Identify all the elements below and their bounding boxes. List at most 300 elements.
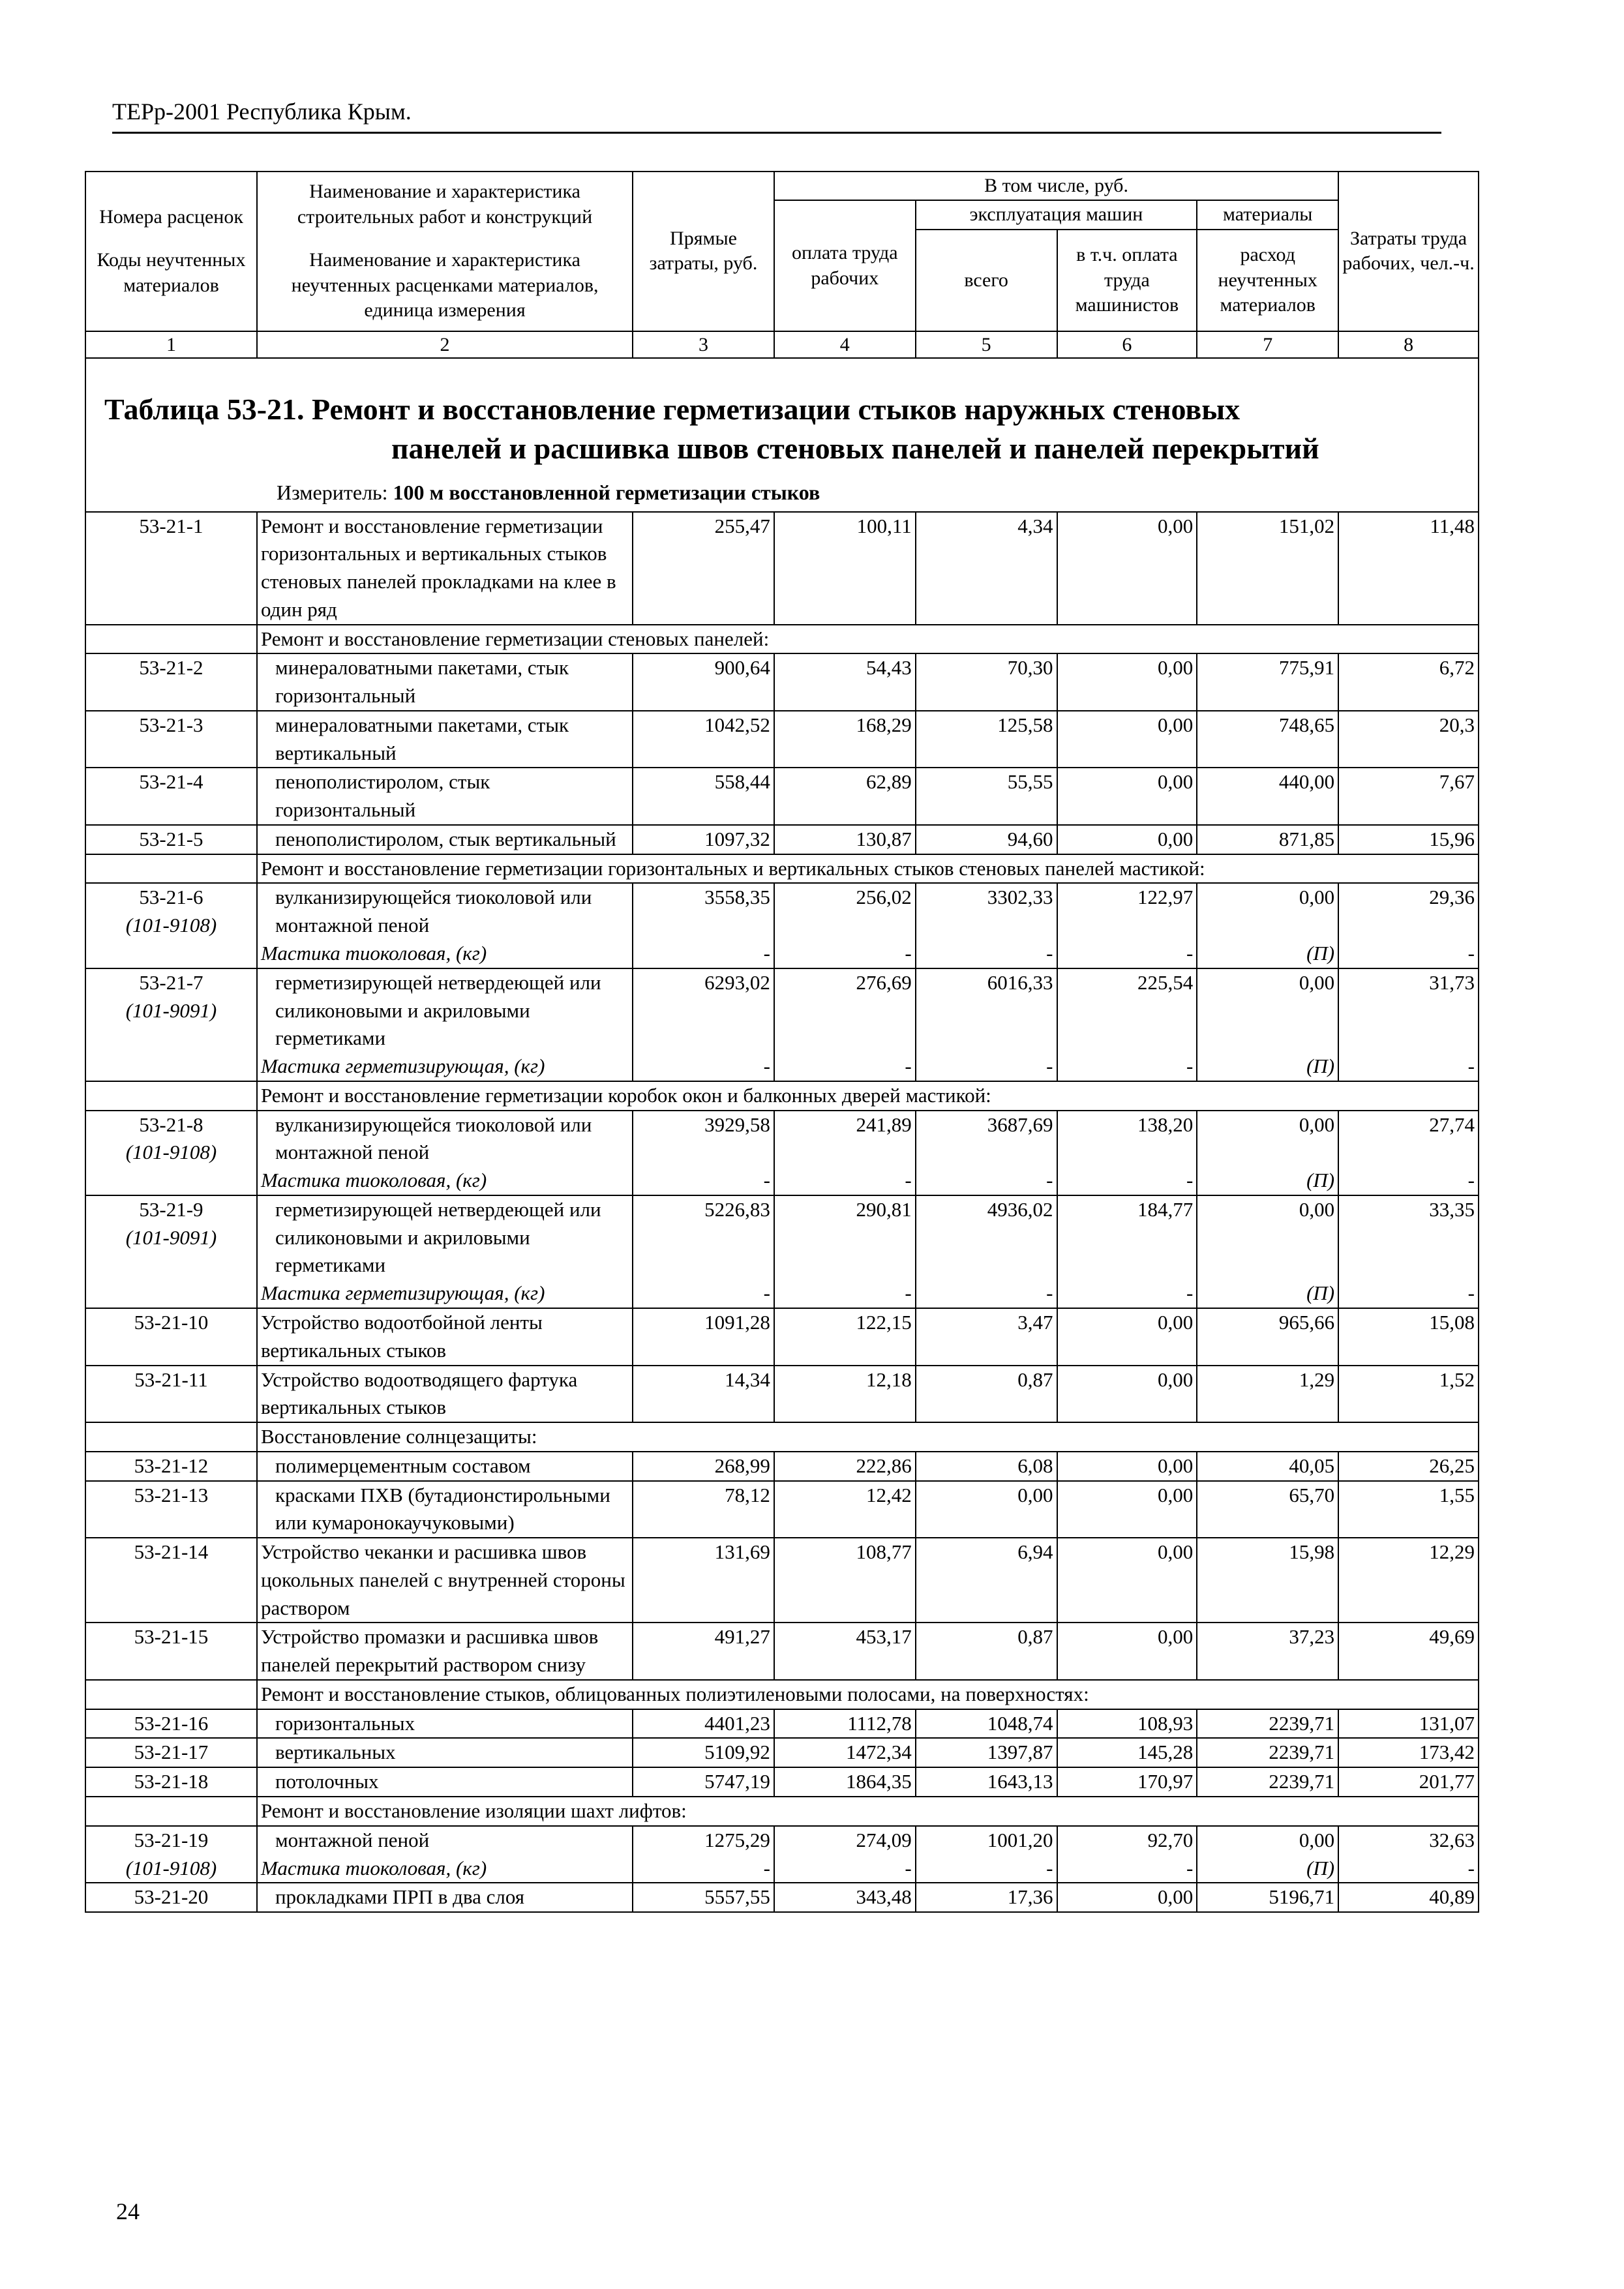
value-cell <box>916 1623 1057 1680</box>
section-title: Восстановление солнцезащиты: <box>257 1422 1479 1452</box>
value-cell <box>774 768 916 825</box>
col-header-machines: эксплуатация машин <box>916 200 1197 229</box>
value-cell <box>633 711 774 768</box>
material-description: Мастика герметизирующая, (кг) <box>260 1281 545 1305</box>
rate-description-cell <box>257 1308 633 1366</box>
value: 4401,23 <box>704 1711 770 1735</box>
value: 26,25 <box>1429 1454 1475 1477</box>
value: 0,00 <box>1158 770 1194 794</box>
value-cell <box>916 1767 1057 1797</box>
rate-description: Устройство водоотбойной ленты вертикальных стыков <box>260 1310 543 1362</box>
value: 108,77 <box>856 1540 912 1564</box>
value-cell <box>1338 1826 1479 1883</box>
section-title: Ремонт и восстановление герметизации коробок окон и балконных дверей мастикой: <box>257 1081 1479 1111</box>
rate-row <box>85 1308 1479 1366</box>
col-header-codes <box>85 172 257 331</box>
rate-description: Устройство чеканки и расшивка швов цокольных панелей с внутренней стороны раствором <box>260 1540 625 1619</box>
value: 3,47 <box>1017 1310 1053 1334</box>
value-cell <box>633 1826 774 1883</box>
value: 0,00 <box>1158 1454 1194 1477</box>
value-cell <box>633 1538 774 1623</box>
value-cell <box>1338 711 1479 768</box>
column-number: 4 <box>774 331 916 358</box>
rate-code-cell <box>85 711 257 768</box>
value: 0,00 <box>1158 1540 1194 1564</box>
value: 4,34 <box>1017 514 1053 537</box>
empty-dash: - <box>1046 1856 1053 1879</box>
value-cell <box>916 1883 1057 1912</box>
value-cell <box>633 1111 774 1195</box>
value: 276,69 <box>856 970 912 994</box>
value-cell <box>916 1709 1057 1739</box>
col2-bottom-label: Наименование и характеристика неучтенных расценками материалов, единица измерения <box>291 249 599 321</box>
value-cell <box>1197 1481 1338 1538</box>
rate-description: минераловатными пакетами, стык вертикальный <box>275 713 569 764</box>
value-cell <box>774 1195 916 1308</box>
value-cell <box>916 1111 1057 1195</box>
value-cell <box>1057 1883 1197 1912</box>
rate-code-cell <box>85 1308 257 1366</box>
section-row <box>85 1680 1479 1709</box>
value-cell <box>1197 1452 1338 1481</box>
rate-code: 53-21-15 <box>134 1625 209 1649</box>
section-title: Ремонт и восстановление герметизации стеновых панелей: <box>257 625 1479 654</box>
section-code-cell <box>85 1081 257 1111</box>
value-cell <box>1057 768 1197 825</box>
value-cell <box>1197 825 1338 854</box>
empty-dash: - <box>1467 1856 1475 1879</box>
rate-description: потолочных <box>275 1770 379 1793</box>
value: 2239,71 <box>1269 1711 1335 1735</box>
value: 775,91 <box>1278 656 1335 680</box>
value: 184,77 <box>1137 1197 1194 1221</box>
value-cell <box>774 512 916 625</box>
value-cell <box>916 1195 1057 1308</box>
value: 14,34 <box>725 1368 770 1391</box>
value-cell <box>916 711 1057 768</box>
value: 0,00 <box>1158 656 1194 680</box>
value-cell <box>1197 1366 1338 1423</box>
value: 1,55 <box>1439 1483 1475 1506</box>
rate-description-cell <box>257 1883 633 1912</box>
rate-code-cell <box>85 883 257 968</box>
value-cell <box>633 1195 774 1308</box>
value-cell <box>1197 1883 1338 1912</box>
value-cell <box>916 825 1057 854</box>
value: 130,87 <box>856 827 912 850</box>
value: 94,60 <box>1007 827 1053 850</box>
empty-dash: - <box>1186 1055 1194 1078</box>
value-cell <box>774 1623 916 1680</box>
empty-dash: - <box>905 942 912 965</box>
rate-code-cell <box>85 1452 257 1481</box>
rate-row <box>85 1623 1479 1680</box>
section-code-cell <box>85 854 257 884</box>
value: 5109,92 <box>704 1741 770 1764</box>
col1-bottom-label: Коды неучтенных материалов <box>97 249 246 296</box>
value-cell <box>1197 1195 1338 1308</box>
rate-row <box>85 1738 1479 1767</box>
value-cell <box>1338 1481 1479 1538</box>
rate-description-cell <box>257 1623 633 1680</box>
value-cell <box>1197 1538 1338 1623</box>
document-header: ТЕРр-2001 Республика Крым. <box>112 98 412 125</box>
empty-dash: - <box>763 1281 770 1305</box>
rate-description-cell <box>257 825 633 854</box>
value-cell <box>1057 1111 1197 1195</box>
value-cell <box>633 512 774 625</box>
value-cell <box>774 968 916 1081</box>
value: 15,98 <box>1289 1540 1335 1564</box>
value: 491,27 <box>714 1625 770 1649</box>
value: 1042,52 <box>704 713 770 736</box>
rate-description-cell <box>257 653 633 711</box>
value-cell <box>1338 1111 1479 1195</box>
value: 1864,35 <box>845 1770 912 1793</box>
value: 0,00 <box>1158 713 1194 736</box>
value-cell <box>633 1366 774 1423</box>
value-cell <box>1338 512 1479 625</box>
value-cell <box>774 1481 916 1538</box>
value: 0,00 <box>1299 970 1335 994</box>
empty-dash: - <box>763 1055 770 1078</box>
rate-code-cell <box>85 1481 257 1538</box>
value-cell <box>1338 1709 1479 1739</box>
value: 122,97 <box>1137 886 1194 909</box>
empty-dash: - <box>763 942 770 965</box>
value: 0,00 <box>1299 1113 1335 1136</box>
rate-code-cell <box>85 1538 257 1623</box>
empty-dash: - <box>1186 942 1194 965</box>
rate-description: минераловатными пакетами, стык горизонтальный <box>275 656 569 708</box>
empty-dash: - <box>905 1169 912 1192</box>
value: 131,07 <box>1419 1711 1475 1735</box>
value-cell <box>1057 1366 1197 1423</box>
rate-code: 53-21-11 <box>134 1368 208 1391</box>
material-code: (101-9108) <box>125 914 217 937</box>
rate-row <box>85 968 1479 1081</box>
rate-description: герметизирующей нетвердеющей или силиконовыми и акриловыми герметиками <box>275 970 601 1050</box>
material-description: Мастика тиоколовая, (кг) <box>260 942 487 965</box>
value-cell <box>774 1767 916 1797</box>
empty-dash: - <box>1046 942 1053 965</box>
value: 0,00 <box>1299 886 1335 909</box>
value: 125,58 <box>997 713 1053 736</box>
value: 1397,87 <box>987 1741 1053 1764</box>
rate-row <box>85 711 1479 768</box>
value-cell <box>1197 1709 1338 1739</box>
rate-row <box>85 653 1479 711</box>
value-cell <box>1338 825 1479 854</box>
value-cell <box>1057 1767 1197 1797</box>
value: 27,74 <box>1429 1113 1475 1136</box>
rate-row <box>85 1709 1479 1739</box>
rate-description: Устройство промазки и расшивка швов панелей перекрытий раствором снизу <box>260 1625 599 1677</box>
value-cell <box>774 1826 916 1883</box>
value: 1643,13 <box>987 1770 1053 1793</box>
value: 15,08 <box>1429 1310 1475 1334</box>
measure-label: Измеритель: <box>277 481 388 505</box>
rates-table <box>85 171 1479 1913</box>
value-cell <box>774 1308 916 1366</box>
material-flag: (П) <box>1306 1055 1335 1078</box>
value: 31,73 <box>1429 970 1475 994</box>
section-code-cell <box>85 625 257 654</box>
material-flag: (П) <box>1306 942 1335 965</box>
empty-dash: - <box>1186 1169 1194 1192</box>
value-cell <box>1057 653 1197 711</box>
empty-dash: - <box>1467 1055 1475 1078</box>
section-row <box>85 854 1479 884</box>
value: 2239,71 <box>1269 1741 1335 1764</box>
value: 49,69 <box>1429 1625 1475 1649</box>
rate-code: 53-21-18 <box>134 1770 209 1793</box>
rate-description: красками ПХВ (бутадионстирольными или кумаронокаучуковыми) <box>275 1483 610 1534</box>
value-cell <box>916 1538 1057 1623</box>
rate-code: 53-21-3 <box>139 713 203 736</box>
value-cell <box>1057 1826 1197 1883</box>
value-cell <box>916 512 1057 625</box>
value-cell <box>916 1826 1057 1883</box>
value: 138,20 <box>1137 1113 1194 1136</box>
value-cell <box>633 1709 774 1739</box>
value-cell <box>1197 1826 1338 1883</box>
value: 5226,83 <box>704 1197 770 1221</box>
value-cell <box>1197 1308 1338 1366</box>
rate-row <box>85 1538 1479 1623</box>
value: 3929,58 <box>704 1113 770 1136</box>
rate-description-cell <box>257 1452 633 1481</box>
value-cell <box>1057 1308 1197 1366</box>
value-cell <box>633 825 774 854</box>
value: 290,81 <box>856 1197 912 1221</box>
rate-description-cell <box>257 512 633 625</box>
column-number: 1 <box>85 331 257 358</box>
rate-row <box>85 1366 1479 1423</box>
header-divider <box>112 132 1441 134</box>
value: 15,96 <box>1429 827 1475 850</box>
value-cell <box>633 1767 774 1797</box>
rate-description: пенополистиролом, стык горизонтальный <box>275 770 490 822</box>
value: 5747,19 <box>704 1770 770 1793</box>
rate-description: вертикальных <box>275 1741 396 1764</box>
section-title: Ремонт и восстановление герметизации горизонтальных и вертикальных стыков стеновых панелей мастикой: <box>257 854 1479 884</box>
value: 6016,33 <box>987 970 1053 994</box>
value-cell <box>1057 1623 1197 1680</box>
rate-description: вулканизирующейся тиоколовой или монтажной пеной <box>275 886 592 937</box>
value-cell <box>774 1111 916 1195</box>
value-cell <box>1057 1195 1197 1308</box>
measure-unit <box>93 478 1471 507</box>
rate-description-cell <box>257 1111 633 1195</box>
rate-row <box>85 768 1479 825</box>
value: 748,65 <box>1278 713 1335 736</box>
rate-row <box>85 1111 1479 1195</box>
value-cell <box>1197 512 1338 625</box>
value: 5557,55 <box>704 1885 770 1909</box>
empty-dash: - <box>1467 942 1475 965</box>
value: 65,70 <box>1289 1483 1335 1506</box>
rate-description-cell <box>257 1767 633 1797</box>
value-cell <box>1338 1538 1479 1623</box>
rate-row <box>85 1767 1479 1797</box>
value-cell <box>774 1366 916 1423</box>
rate-code: 53-21-7 <box>139 970 203 994</box>
value: 440,00 <box>1278 770 1335 794</box>
measure-value: 100 м восстановленной герметизации стыков <box>393 481 820 505</box>
rate-code-cell <box>85 968 257 1081</box>
value-cell <box>1057 711 1197 768</box>
value-cell <box>1057 825 1197 854</box>
empty-dash: - <box>1186 1281 1194 1305</box>
value-cell <box>1338 1623 1479 1680</box>
column-number: 7 <box>1197 331 1338 358</box>
value: 900,64 <box>714 656 770 680</box>
table-title <box>93 390 1471 468</box>
column-numbers-row <box>85 331 1479 358</box>
value: 1112,78 <box>847 1711 912 1735</box>
value: 1275,29 <box>704 1828 770 1851</box>
rate-description: герметизирующей нетвердеющей или силиконовыми и акриловыми герметиками <box>275 1197 601 1277</box>
rate-description-cell <box>257 1366 633 1423</box>
value-cell <box>1197 653 1338 711</box>
value: 3687,69 <box>987 1113 1053 1136</box>
value: 173,42 <box>1419 1741 1475 1764</box>
rate-code: 53-21-20 <box>134 1885 209 1909</box>
table-head <box>85 172 1479 358</box>
rate-row <box>85 1195 1479 1308</box>
rate-code-cell <box>85 1709 257 1739</box>
value-cell <box>633 1738 774 1767</box>
material-code: (101-9108) <box>125 1141 217 1164</box>
table-title-cell <box>85 358 1479 512</box>
value: 256,02 <box>856 886 912 909</box>
value-cell <box>1197 1623 1338 1680</box>
value: 1048,74 <box>987 1711 1053 1735</box>
value-cell <box>916 768 1057 825</box>
value: 0,00 <box>1158 1625 1194 1649</box>
rate-code-cell <box>85 1738 257 1767</box>
value-cell <box>633 1308 774 1366</box>
rate-code-cell <box>85 1826 257 1883</box>
col1-top-label: Номера расценок <box>99 205 243 228</box>
rate-description: горизонтальных <box>275 1711 415 1735</box>
empty-dash: - <box>905 1856 912 1879</box>
rate-description: полимерцементным составом <box>275 1454 531 1477</box>
value-cell <box>633 1452 774 1481</box>
value: 12,18 <box>865 1368 912 1391</box>
empty-dash: - <box>1046 1055 1053 1078</box>
value: 55,55 <box>1007 770 1053 794</box>
value-cell <box>1338 968 1479 1081</box>
value-cell <box>633 653 774 711</box>
rate-code-cell <box>85 1883 257 1912</box>
rate-code: 53-21-9 <box>139 1197 203 1221</box>
value: 151,02 <box>1278 514 1335 537</box>
value: 0,87 <box>1017 1368 1053 1391</box>
value: 0,00 <box>1158 1885 1194 1909</box>
empty-dash: - <box>1046 1281 1053 1305</box>
rate-code: 53-21-14 <box>134 1540 209 1564</box>
value-cell <box>1338 1452 1479 1481</box>
value-cell <box>916 1452 1057 1481</box>
col-header-including: В том числе, руб. <box>774 172 1338 200</box>
value: 12,29 <box>1429 1540 1475 1564</box>
rate-description: Устройство водоотводящего фартука вертикальных стыков <box>260 1368 578 1419</box>
value-cell <box>1057 1452 1197 1481</box>
value-cell <box>1338 1767 1479 1797</box>
rate-code: 53-21-6 <box>139 886 203 909</box>
empty-dash: - <box>1186 1856 1194 1879</box>
table-body <box>85 358 1479 1912</box>
value: 2239,71 <box>1269 1770 1335 1793</box>
value: 222,86 <box>856 1454 912 1477</box>
rate-code-cell <box>85 1623 257 1680</box>
value: 225,54 <box>1137 970 1194 994</box>
material-flag: (П) <box>1306 1169 1335 1192</box>
column-number: 3 <box>633 331 774 358</box>
rate-code: 53-21-13 <box>134 1483 209 1506</box>
rate-description-cell <box>257 1826 633 1883</box>
value: 78,12 <box>725 1483 770 1506</box>
table-title-line-1: Таблица 53-21. Ремонт и восстановление герметизации стыков наружных стеновых <box>104 392 1241 426</box>
section-title: Ремонт и восстановление стыков, облицованных полиэтиленовыми полосами, на поверхностях: <box>257 1680 1479 1709</box>
rate-description: прокладками ПРП в два слоя <box>275 1885 524 1909</box>
rate-code: 53-21-16 <box>134 1711 209 1735</box>
value: 871,85 <box>1278 827 1335 850</box>
col-header-labor-cost: Затраты труда рабочих, чел.-ч. <box>1338 172 1479 331</box>
col-header-materials: материалы <box>1197 200 1338 229</box>
rate-row <box>85 1481 1479 1538</box>
value-cell <box>1197 711 1338 768</box>
value: 343,48 <box>856 1885 912 1909</box>
value: 6,08 <box>1017 1454 1053 1477</box>
value-cell <box>1057 1481 1197 1538</box>
value: 1472,34 <box>845 1741 912 1764</box>
col-header-labor-pay: оплата труда рабочих <box>774 200 916 331</box>
table-title-row <box>85 358 1479 512</box>
value: 3558,35 <box>704 886 770 909</box>
value-cell <box>1338 1308 1479 1366</box>
empty-dash: - <box>905 1055 912 1078</box>
rate-code: 53-21-19 <box>134 1828 209 1851</box>
empty-dash: - <box>763 1856 770 1879</box>
rate-description-cell <box>257 1709 633 1739</box>
column-number: 6 <box>1057 331 1197 358</box>
value: 37,23 <box>1289 1625 1335 1649</box>
empty-dash: - <box>1467 1281 1475 1305</box>
value-cell <box>1197 1738 1338 1767</box>
rate-code: 53-21-5 <box>139 827 203 850</box>
col2-top-label: Наименование и характеристика строительных работ и конструкций <box>297 181 593 228</box>
value: 11,48 <box>1430 514 1475 537</box>
section-row <box>85 625 1479 654</box>
value-cell <box>916 968 1057 1081</box>
value: 0,00 <box>1158 514 1194 537</box>
section-row <box>85 1797 1479 1826</box>
value: 201,77 <box>1419 1770 1475 1793</box>
rate-code-cell <box>85 1111 257 1195</box>
rate-description-cell <box>257 711 633 768</box>
value: 965,66 <box>1278 1310 1335 1334</box>
material-description: Мастика тиоколовая, (кг) <box>260 1856 487 1879</box>
value: 1097,32 <box>704 827 770 850</box>
value-cell <box>774 1709 916 1739</box>
value: 40,89 <box>1429 1885 1475 1909</box>
value: 108,93 <box>1137 1711 1194 1735</box>
rate-row <box>85 825 1479 854</box>
value-cell <box>774 883 916 968</box>
